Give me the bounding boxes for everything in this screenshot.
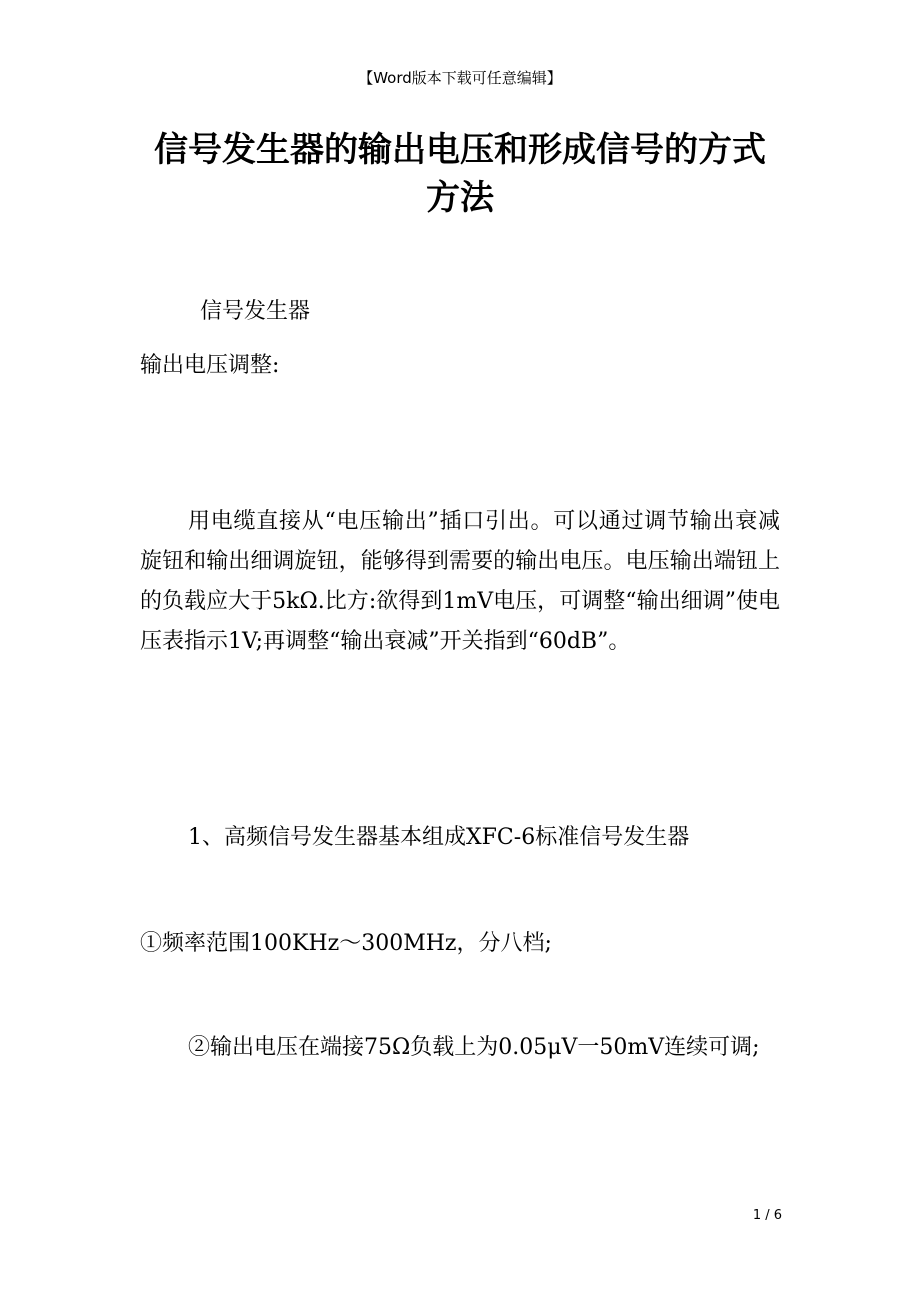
voltage-adjust-paragraph: 用电缆直接从“电压输出”插口引出。可以通过调节输出衰减旋钮和输出细调旋钮，能够得到需要的输出电压。电压输出端钮上的负载应大于5kΩ.比方:欲得到1mV电压，可调整“输出细调”使电压表指示1V;再调整“输出衰减”开关指到“60dB”。: [140, 509, 780, 654]
section-item-1: 1、高频信号发生器基本组成XFC-6标准信号发生器: [188, 825, 690, 850]
section-subheading: 信号发生器: [200, 299, 311, 324]
header-note: 【Word版本下载可任意编辑】: [358, 69, 562, 87]
title-line-1: 信号发生器的输出电压和形成信号的方式: [154, 130, 766, 170]
voltage-adjust-label: 输出电压调整:: [140, 353, 280, 378]
list-item-frequency-range: ①频率范围100KHz～300MHz，分八档;: [140, 931, 552, 956]
list-item-output-voltage: ②输出电压在端接75Ω负载上为0.05μV一50mV连续可调;: [188, 1035, 760, 1060]
title-line-2: 方法: [426, 178, 494, 218]
document-title: [140, 126, 780, 222]
page-number: 1 / 6: [752, 1208, 782, 1223]
